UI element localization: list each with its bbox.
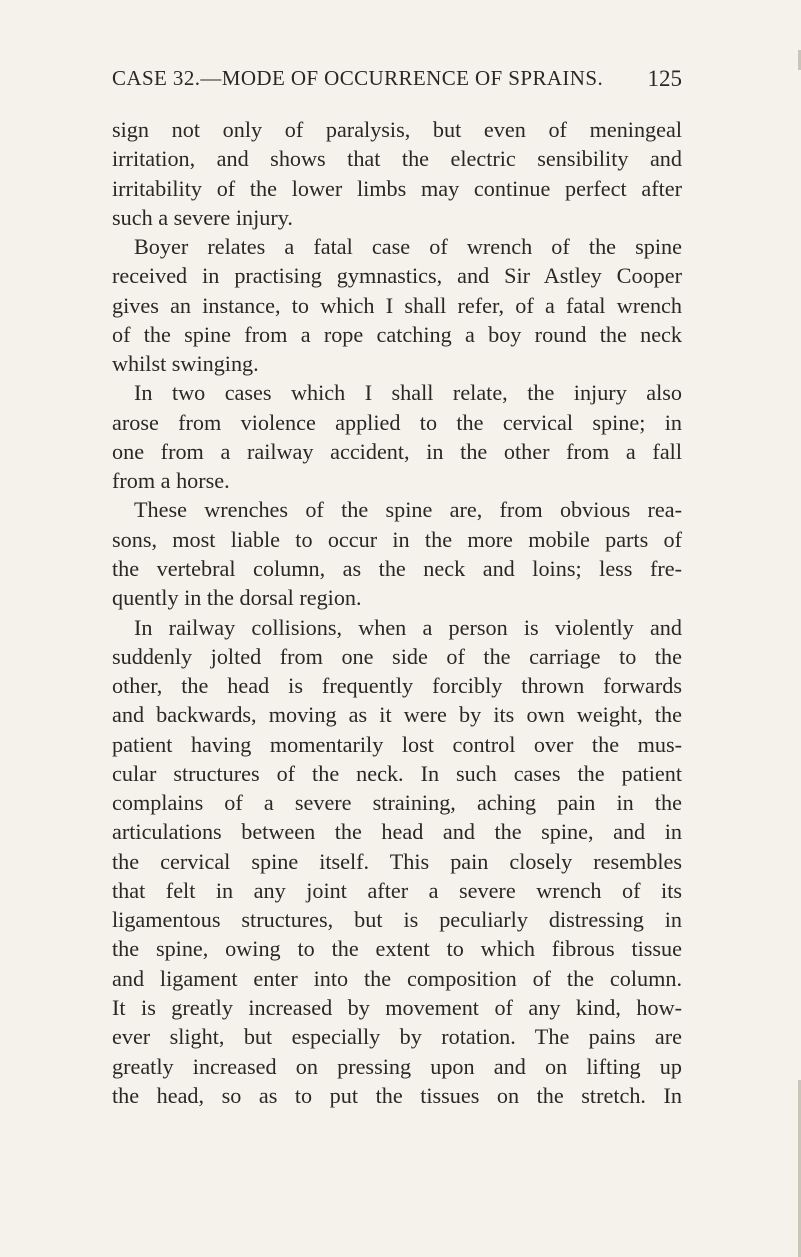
text-line: quently in the dorsal region.	[112, 585, 362, 611]
running-head: CASE 32.—MODE OF OCCURRENCE OF SPRAINS.	[112, 66, 604, 90]
text-line: other, the head is frequently forcibly thrown forwards	[112, 673, 682, 699]
text-line: received in practising gymnastics, and Sir Astley Cooper	[112, 263, 682, 289]
body-text	[112, 115, 682, 1110]
text-line: These wrenches of the spine are, from obvious rea-	[134, 497, 682, 523]
text-line: arose from violence applied to the cervical spine; in	[112, 409, 682, 435]
text-line: ligamentous structures, but is peculiarly distressing in	[112, 907, 682, 933]
text-line: In railway collisions, when a person is violently and	[134, 614, 682, 640]
text-line: sons, most liable to occur in the more mobile parts of	[112, 526, 682, 552]
text-line: and ligament enter into the composition of the column.	[112, 965, 682, 991]
text-line: the head, so as to put the tissues on the stretch. In	[112, 1082, 682, 1108]
text-line: patient having momentarily lost control over the mus-	[112, 731, 682, 757]
text-line: cular structures of the neck. In such cases the patient	[112, 760, 682, 786]
text-line: one from a railway accident, in the other from a fall	[112, 438, 682, 464]
text-line: suddenly jolted from one side of the carriage to the	[112, 643, 682, 669]
text-line: articulations between the head and the spine, and in	[112, 819, 682, 845]
text-line: In two cases which I shall relate, the injury also	[134, 380, 682, 406]
text-line: from a horse.	[112, 468, 230, 494]
page-header	[112, 66, 682, 100]
page-number: 125	[647, 66, 682, 91]
text-line: greatly increased on pressing upon and on lifting up	[112, 1053, 682, 1079]
text-line: ever slight, but especially by rotation. The pains are	[112, 1024, 682, 1050]
text-line: It is greatly increased by movement of any kind, how-	[112, 994, 682, 1020]
text-line: irritation, and shows that the electric sensibility and	[112, 146, 682, 172]
text-line: complains of a severe straining, aching pain in the	[112, 790, 682, 816]
text-line: the cervical spine itself. This pain closely resembles	[112, 848, 682, 874]
text-line: that felt in any joint after a severe wrench of its	[112, 877, 682, 903]
text-line: the vertebral column, as the neck and loins; less fre-	[112, 555, 682, 581]
text-line: such a severe injury.	[112, 204, 293, 230]
text-line: irritability of the lower limbs may continue perfect after	[112, 175, 682, 201]
text-line: Boyer relates a fatal case of wrench of the spine	[134, 234, 682, 260]
text-line: sign not only of paralysis, but even of meningeal	[112, 117, 682, 142]
text-line: of the spine from a rope catching a boy round the neck	[112, 321, 682, 347]
text-line: and backwards, moving as it were by its own weight, the	[112, 702, 682, 728]
text-line: gives an instance, to which I shall refer, of a fatal wrench	[112, 292, 682, 318]
text-line: the spine, owing to the extent to which fibrous tissue	[112, 936, 682, 962]
text-line: whilst swinging.	[112, 351, 259, 377]
